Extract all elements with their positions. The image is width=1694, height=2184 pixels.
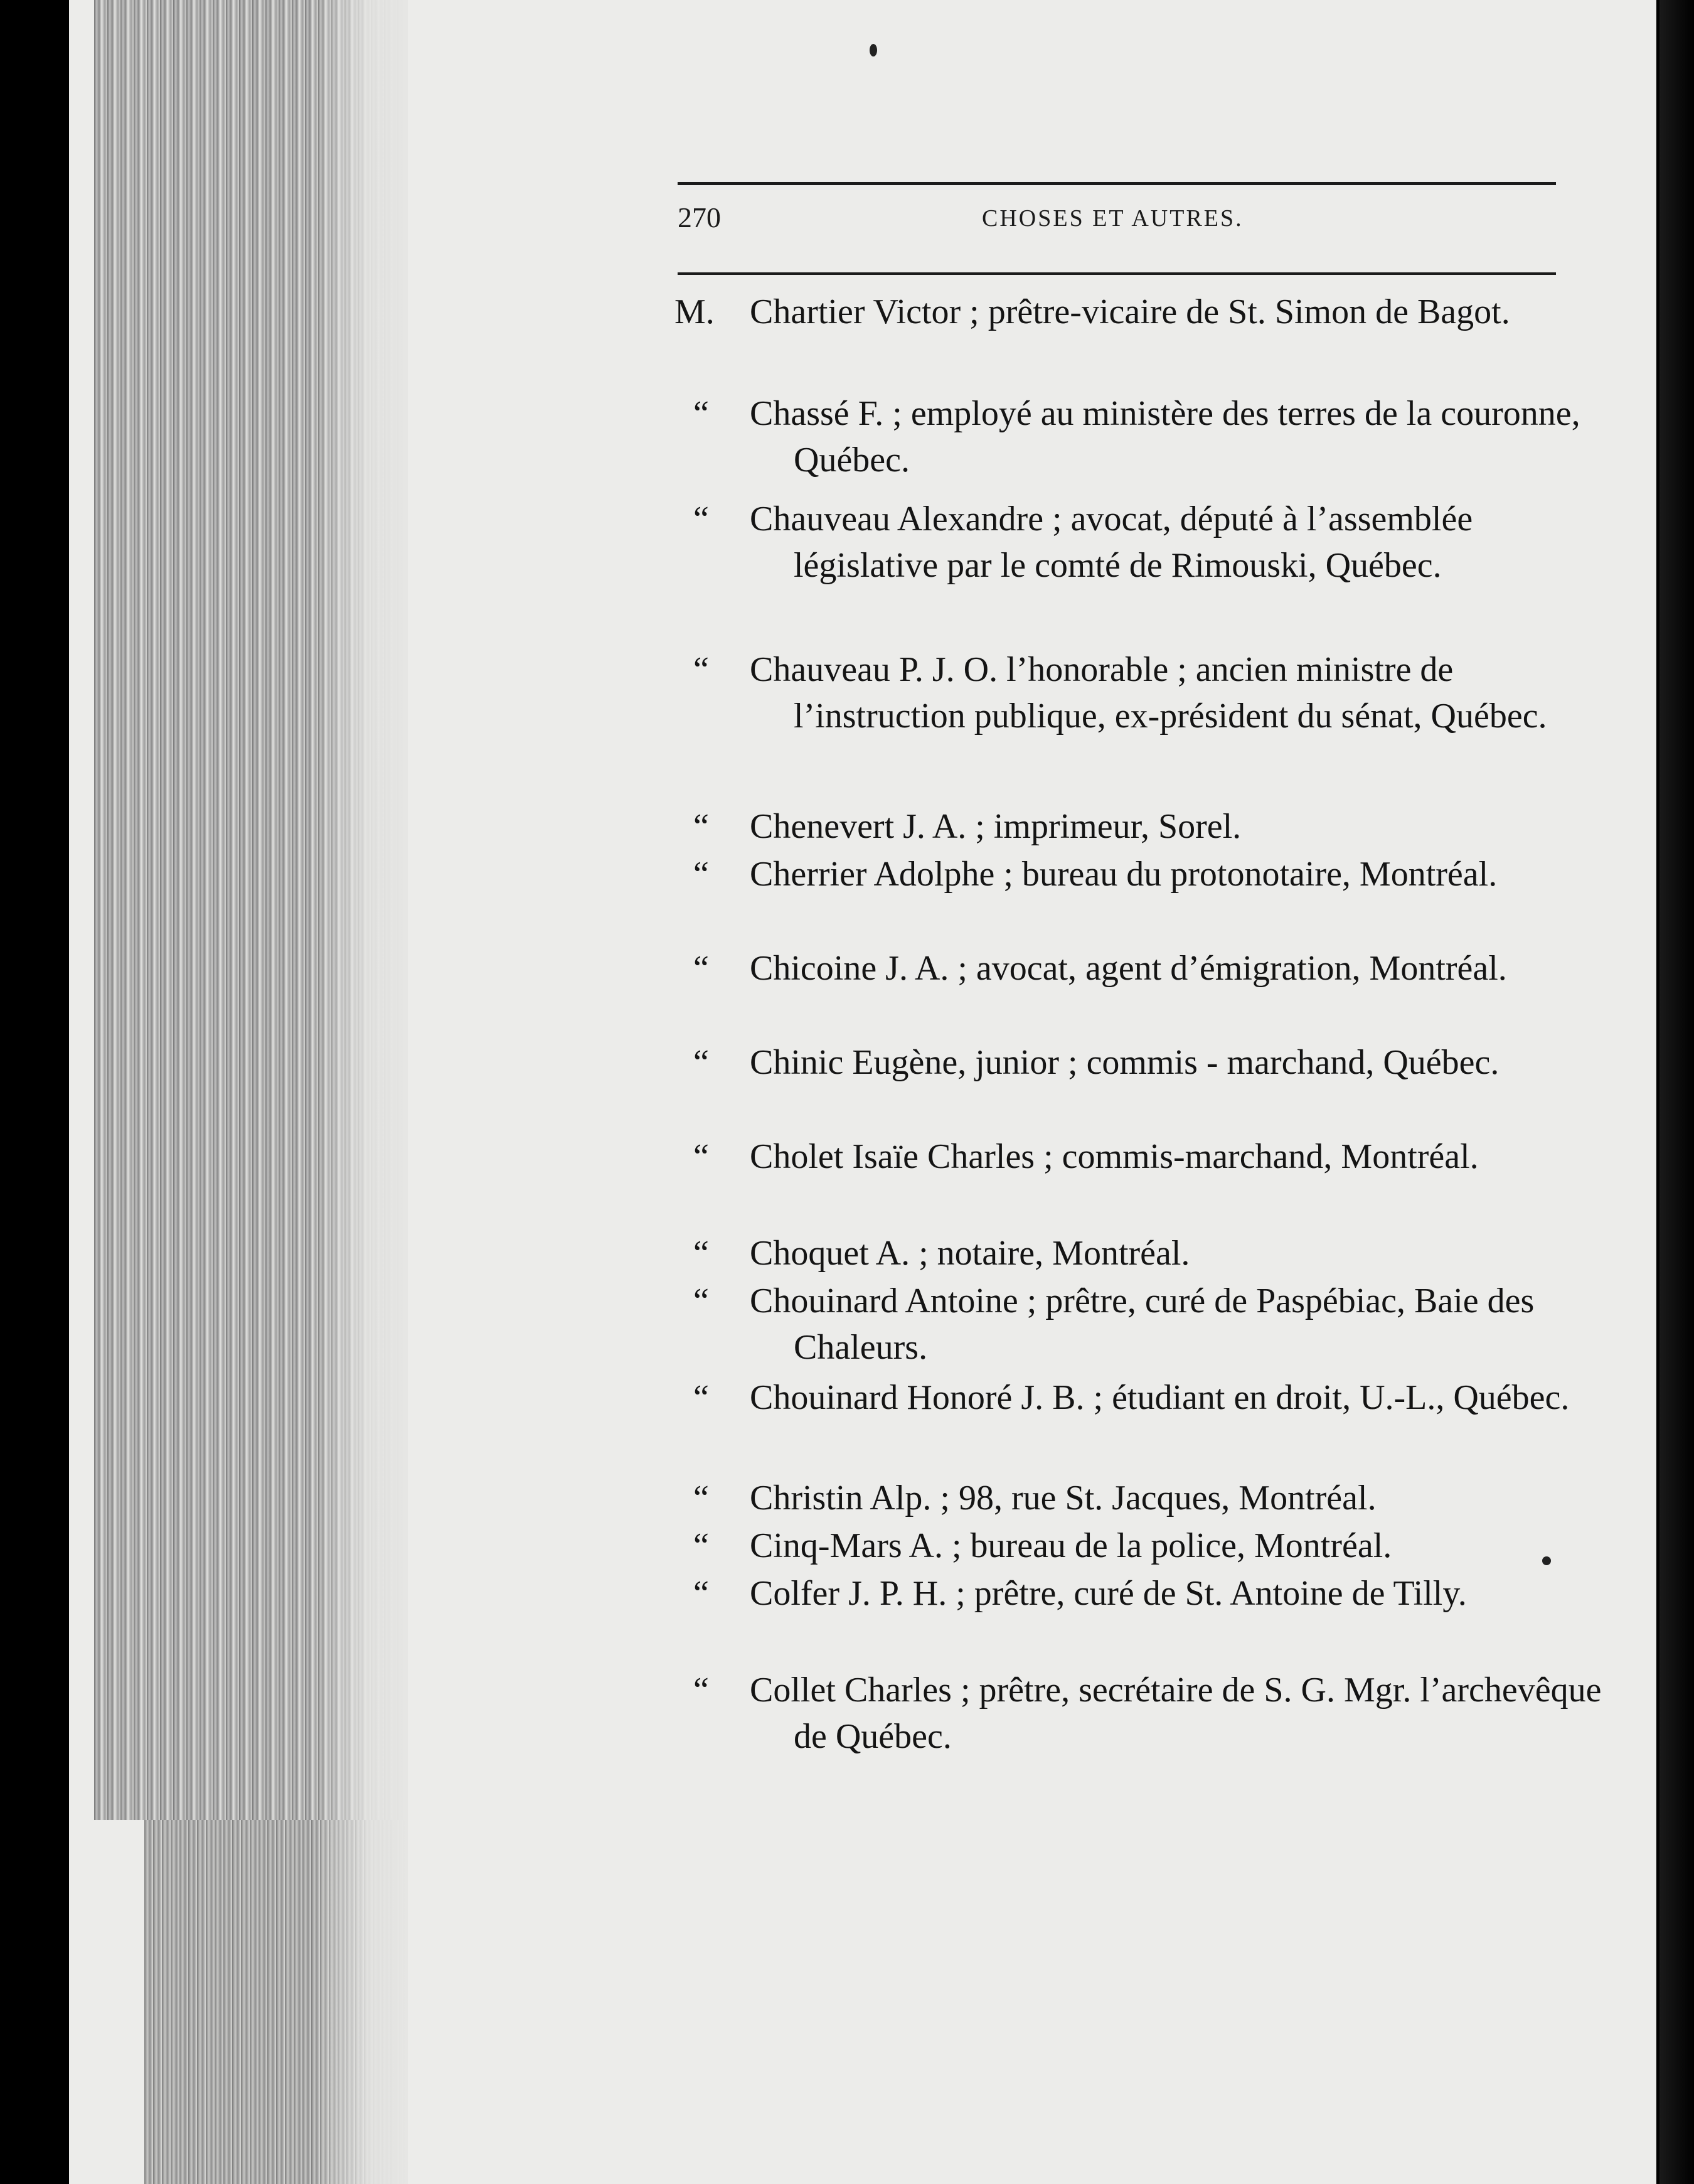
entry-text: Chauveau P. J. O. l’honorable ; ancien ministre de l’instruction publique, ex-président du sénat, Québec. xyxy=(750,650,1547,736)
entry-text: Chouinard Antoine ; prêtre, curé de Paspébiac, Baie des Chaleurs. xyxy=(750,1282,1535,1367)
entry-text: Chauveau Alexandre ; avocat, député à l’assemblée législative par le comté de Rimouski, Québec. xyxy=(750,500,1473,585)
entry-marker: “ xyxy=(693,1378,709,1417)
entry-marker: “ xyxy=(693,500,709,538)
entry-text: Chartier Victor ; prêtre-vicaire de St. Simon de Bagot. xyxy=(750,292,1510,331)
entry-marker: “ xyxy=(693,1671,709,1710)
entry-marker: “ xyxy=(693,1137,709,1176)
entry-text: Chicoine J. A. ; avocat, agent d’émigration, Montréal. xyxy=(750,949,1507,988)
page-fold-shadow xyxy=(314,0,408,2184)
entry-marker: “ xyxy=(693,1282,709,1320)
entry-text: Chinic Eugène, junior ; commis - marchand, Québec. xyxy=(750,1043,1500,1082)
entry-marker: “ xyxy=(693,1479,709,1518)
entry-marker: “ xyxy=(693,1526,709,1565)
ink-speck xyxy=(870,44,877,56)
entry-text: Cinq-Mars A. ; bureau de la police, Montréal. xyxy=(750,1526,1392,1565)
entry-marker: “ xyxy=(693,650,709,689)
header-rule-bottom xyxy=(678,272,1556,275)
entry-marker: “ xyxy=(693,949,709,988)
entry-marker: “ xyxy=(693,1574,709,1613)
entry-text: Cherrier Adolphe ; bureau du protonotaire, Montréal. xyxy=(750,855,1498,894)
entry-text: Cholet Isaïe Charles ; commis-marchand, Montréal. xyxy=(750,1137,1479,1176)
entry-text: Colfer J. P. H. ; prêtre, curé de St. Antoine de Tilly. xyxy=(750,1574,1467,1613)
entry-text: Collet Charles ; prêtre, secrétaire de S. G. Mgr. l’archevêque de Québec. xyxy=(750,1671,1602,1756)
entry-text: Chenevert J. A. ; imprimeur, Sorel. xyxy=(750,807,1242,846)
entry-text: Christin Alp. ; 98, rue St. Jacques, Montréal. xyxy=(750,1479,1377,1518)
entry-marker: “ xyxy=(693,855,709,894)
entry-text: Choquet A. ; notaire, Montréal. xyxy=(750,1234,1190,1273)
entry-marker: “ xyxy=(693,394,709,433)
entry-text: Chouinard Honoré J. B. ; étudiant en droit, U.-L., Québec. xyxy=(750,1378,1570,1417)
entry-marker: “ xyxy=(693,1234,709,1273)
entry-marker: “ xyxy=(693,1043,709,1082)
header-rule-top xyxy=(678,182,1556,185)
right-margin-shadow xyxy=(1659,0,1694,2184)
entry-text: Chassé F. ; employé au ministère des terres de la couronne, Québec. xyxy=(750,394,1580,479)
page-number: 270 xyxy=(678,201,721,233)
entry-marker: “ xyxy=(693,807,709,846)
entry-marker: M. xyxy=(674,292,715,331)
running-title: CHOSES ET AUTRES. xyxy=(982,205,1244,232)
